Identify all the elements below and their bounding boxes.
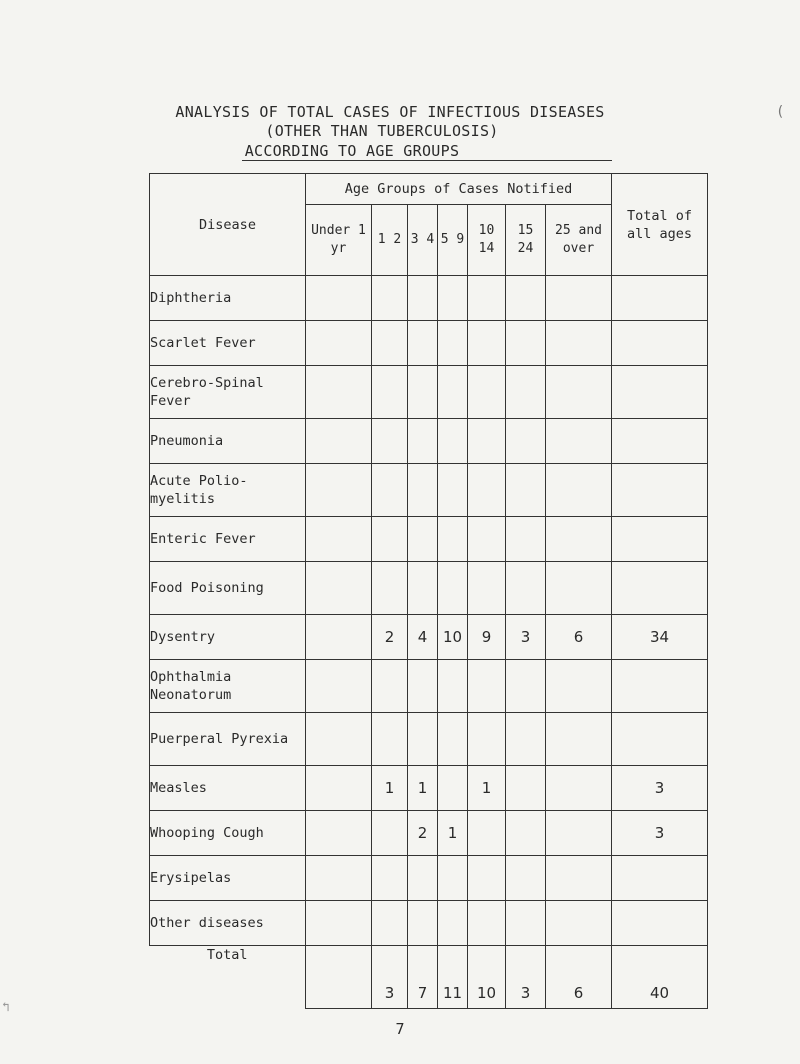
total-count: 11 [438,946,468,1009]
case-count [506,856,546,901]
case-count [468,713,506,766]
case-count: 1 [438,811,468,856]
header-age-column: 10 14 [468,205,506,276]
row-total: 3 [612,811,708,856]
disease-name: Diphtheria [150,276,306,321]
case-count [546,276,612,321]
case-count [372,901,408,946]
row-total [612,419,708,464]
disease-name: Other diseases [150,901,306,946]
case-count [408,660,438,713]
case-count [506,562,546,615]
page-number: 7 [395,1020,405,1038]
disease-name: Puerperal Pyrexia [150,713,306,766]
disease-name: Enteric Fever [150,517,306,562]
header-age-groups: Age Groups of Cases Notified [306,174,612,205]
total-count: 3 [506,946,546,1009]
table-row [150,660,708,713]
case-count [438,419,468,464]
case-count [408,276,438,321]
case-count [306,562,372,615]
case-count [306,321,372,366]
row-total [612,517,708,562]
case-count [372,811,408,856]
disease-name: Dysentry [150,615,306,660]
totals-label: Total [150,946,306,1009]
disease-name: Acute Polio-myelitis [150,464,306,517]
total-count: 10 [468,946,506,1009]
case-count [306,276,372,321]
case-count [468,660,506,713]
case-count [468,856,506,901]
case-count [306,660,372,713]
case-count [372,464,408,517]
row-total [612,562,708,615]
case-count [372,856,408,901]
case-count [468,811,506,856]
case-count [372,276,408,321]
case-count [408,856,438,901]
header-disease: Disease [150,174,306,276]
case-count [408,562,438,615]
case-count [372,366,408,419]
row-total [612,276,708,321]
case-count [546,321,612,366]
case-count [438,276,468,321]
case-count [506,811,546,856]
case-count [438,901,468,946]
case-count [306,615,372,660]
case-count [306,517,372,562]
row-total [612,464,708,517]
case-count: 9 [468,615,506,660]
case-count [506,276,546,321]
case-count [546,517,612,562]
case-count [408,901,438,946]
case-count [306,713,372,766]
case-count: 2 [372,615,408,660]
case-count [546,856,612,901]
case-count [506,321,546,366]
case-count [546,464,612,517]
case-count [408,713,438,766]
case-count [438,766,468,811]
case-count [408,419,438,464]
case-count [438,366,468,419]
case-count [506,517,546,562]
case-count [546,766,612,811]
case-count [372,713,408,766]
case-count [372,419,408,464]
margin-mark: ( [776,104,785,120]
disease-name: Whooping Cough [150,811,306,856]
title-line-3: ACCORDING TO AGE GROUPS [244,142,460,160]
grand-total: 40 [612,946,708,1009]
case-count [506,901,546,946]
case-count [546,901,612,946]
total-count: 3 [372,946,408,1009]
case-count [468,517,506,562]
case-count [506,713,546,766]
case-count [438,321,468,366]
case-count: 1 [408,766,438,811]
case-count [438,713,468,766]
case-count: 6 [546,615,612,660]
row-total [612,901,708,946]
row-total [612,321,708,366]
disease-name: Food Poisoning [150,562,306,615]
table-row [150,811,708,856]
table-row [150,766,708,811]
case-count [438,517,468,562]
case-count [546,419,612,464]
case-count: 2 [408,811,438,856]
row-total [612,856,708,901]
cases-table [149,173,708,1009]
case-count [306,419,372,464]
header-age-column: 3 4 [408,205,438,276]
header-age-column: 1 2 [372,205,408,276]
case-count [372,517,408,562]
row-total [612,660,708,713]
case-count [506,660,546,713]
row-total: 3 [612,766,708,811]
header-age-column: 25 and over [546,205,612,276]
case-count [306,856,372,901]
table-row [150,901,708,946]
disease-name: Pneumonia [150,419,306,464]
case-count [306,901,372,946]
table-row [150,366,708,419]
case-count [306,766,372,811]
totals-row [150,946,708,1009]
case-count [468,562,506,615]
header-age-column: 15 24 [506,205,546,276]
row-total [612,713,708,766]
title-line-2: (OTHER THAN TUBERCULOSIS) [265,122,499,140]
case-count [468,366,506,419]
case-count: 1 [372,766,408,811]
case-count [438,464,468,517]
case-count [546,713,612,766]
case-count [506,366,546,419]
case-count [306,464,372,517]
case-count [506,766,546,811]
case-count: 1 [468,766,506,811]
total-count [306,946,372,1009]
table-row [150,419,708,464]
table-row [150,276,708,321]
total-count: 7 [408,946,438,1009]
table-row [150,562,708,615]
case-count [372,660,408,713]
case-count [438,562,468,615]
disease-name: Ophthalmia Neonatorum [150,660,306,713]
disease-name: Scarlet Fever [150,321,306,366]
table-row [150,856,708,901]
corner-mark: ↰ [2,1000,10,1015]
total-count: 6 [546,946,612,1009]
case-count [408,517,438,562]
case-count [438,856,468,901]
case-count [372,321,408,366]
disease-name: Measles [150,766,306,811]
case-count [306,811,372,856]
table-row [150,713,708,766]
row-total [612,366,708,419]
table-row [150,464,708,517]
case-count [408,321,438,366]
case-count [468,901,506,946]
case-count: 3 [506,615,546,660]
case-count [468,321,506,366]
case-count [546,811,612,856]
table-row [150,615,708,660]
case-count [408,366,438,419]
case-count [408,464,438,517]
case-count [468,276,506,321]
row-total: 34 [612,615,708,660]
table-row [150,517,708,562]
header-age-column: 5 9 [438,205,468,276]
case-count [546,562,612,615]
disease-name: Erysipelas [150,856,306,901]
case-count [546,660,612,713]
header-total: Total of all ages [612,174,708,276]
title-underline [242,160,612,161]
case-count [468,419,506,464]
case-count [546,366,612,419]
case-count [306,366,372,419]
case-count [372,562,408,615]
disease-name: Cerebro-Spinal Fever [150,366,306,419]
header-age-column: Under 1 yr [306,205,372,276]
title-line-1: ANALYSIS OF TOTAL CASES OF INFECTIOUS DISEASES [175,103,605,121]
case-count [506,464,546,517]
case-count: 10 [438,615,468,660]
case-count: 4 [408,615,438,660]
case-count [468,464,506,517]
case-count [438,660,468,713]
table-row [150,321,708,366]
case-count [506,419,546,464]
